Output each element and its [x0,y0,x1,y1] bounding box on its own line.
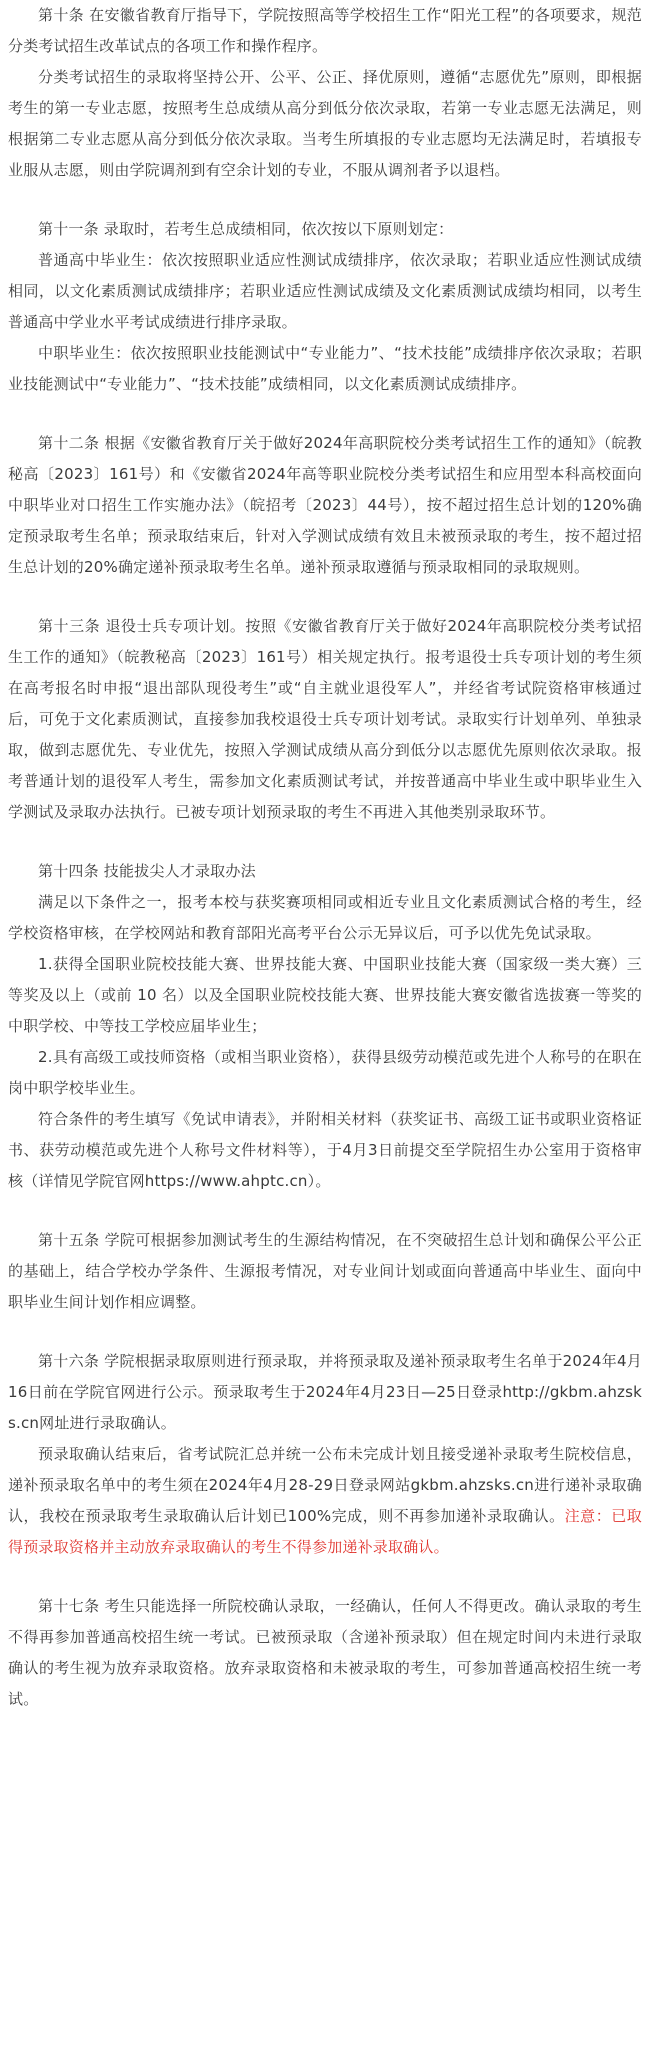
article-14-heading: 第十四条 技能拔尖人才录取办法 [38,862,256,880]
paragraph-gap [8,1563,642,1591]
article-15-paragraph: 第十五条 学院可根据参加测试考生的生源结构情况，在不突破招生总计划和确保公平公正的基础上，结合学校办学条件、生源报考情况，对专业间计划或面向普通高中毕业生、面向中职毕业生间计划作相应调整。 [8,1231,642,1311]
paragraph-gap [8,400,642,428]
article-16-paragraph-1: 第十六条 学院根据录取原则进行预录取，并将预录取及递补预录取考生名单于2024年4月16日前在学院官网进行公示。预录取考生于2024年4月23日—25日登录http://gkbm.ahzsks.cn网址进行录取确认。 [8,1352,642,1432]
article-16-paragraph-2 [8,1439,642,1563]
article-17-paragraph: 第十七条 考生只能选择一所院校确认录取，一经确认，任何人不得更改。确认录取的考生不得再参加普通高校招生统一考试。已被预录取（含递补预录取）但在规定时间内未进行录取确认的考生视为放弃录取资格。放弃录取资格和未被录取的考生，可参加普通高校招生统一考试。 [8,1597,642,1708]
article-14-application-note: 符合条件的考生填写《免试申请表》，并附相关材料（获奖证书、高级工证书或职业资格证书、获劳动模范或先进个人称号文件材料等），于4月3日前提交至学院招生办公室用于资格审核（详情见学院官网https://www.ahptc.cn）。 [8,1110,642,1190]
article-16-notice: 注意：已取得预录取资格并主动放弃录取确认的考生不得参加递补录取确认。 [8,1507,642,1556]
paragraph-gap [8,583,642,611]
paragraph-gap [8,828,642,856]
article-16-confirmation-text: 预录取确认结束后，省考试院汇总并统一公布未完成计划且接受递补录取考生院校信息，递补预录取名单中的考生须在2024年4月28-29日登录网站gkbm.ahzsks.cn进行递补录取确认，我校在预录取考生录取确认后计划已100%完成，则不再参加递补录取确认。 [8,1445,642,1525]
article-11-highschool-rule: 普通高中毕业生：依次按照职业适应性测试成绩排序，依次录取；若职业适应性测试成绩相同，以文化素质测试成绩排序；若职业适应性测试成绩及文化素质测试成绩均相同，以考生普通高中学业水平考试成绩进行排序录取。 [8,251,642,331]
article-13-paragraph: 第十三条 退役士兵专项计划。按照《安徽省教育厅关于做好2024年高职院校分类考试招生工作的通知》（皖教秘高〔2023〕161号）相关规定执行。报考退役士兵专项计划的考生须在高考报名时申报“退出部队现役考生”或“自主就业退役军人”，并经省考试院资格审核通过后，可免于文化素质测试，直接参加我校退役士兵专项计划考试。录取实行计划单列、单独录取，做到志愿优先、专业优先，按照入学测试成绩从高分到低分以志愿优先原则依次录取。报考普通计划的退役军人考生，需参加文化素质测试考试，并按普通高中毕业生或中职毕业生入学测试及录取办法执行。已被专项计划预录取的考生不再进入其他类别录取环节。 [8,617,642,821]
paragraph-gap [8,186,642,214]
article-10-paragraph-1: 第十条 在安徽省教育厅指导下，学院按照高等学校招生工作“阳光工程”的各项要求，规范分类考试招生改革试点的各项工作和操作程序。 [8,6,642,55]
article-14-condition-2: 2.具有高级工或技师资格（或相当职业资格），获得县级劳动模范或先进个人称号的在职在岗中职学校毕业生。 [8,1048,642,1097]
paragraph-gap [8,1197,642,1225]
article-11-vocational-rule: 中职毕业生：依次按照职业技能测试中“专业能力”、“技术技能”成绩排序依次录取；若职业技能测试中“专业能力”、“技术技能”成绩相同，以文化素质测试成绩排序。 [8,344,642,393]
article-14-condition-1: 1.获得全国职业院校技能大赛、世界技能大赛、中国职业技能大赛（国家级一类大赛）三等奖及以上（或前 10 名）以及全国职业院校技能大赛、世界技能大赛安徽省选拔赛一等奖的中职学校、中等技工学校应届毕业生； [8,955,642,1035]
article-12-paragraph: 第十二条 根据《安徽省教育厅关于做好2024年高职院校分类考试招生工作的通知》（皖教秘高〔2023〕161号）和《安徽省2024年高等职业院校分类考试招生和应用型本科高校面向中职毕业对口招生工作实施办法》（皖招考〔2023〕44号），按不超过招生总计划的120%确定预录取考生名单；预录取结束后，针对入学测试成绩有效且未被预录取的考生，按不超过招生总计划的20%确定递补预录取考生名单。递补预录取遵循与预录取相同的录取规则。 [8,434,642,576]
article-11-heading: 第十一条 录取时，若考生总成绩相同，依次按以下原则划定： [38,220,454,238]
paragraph-gap [8,1318,642,1346]
article-14-conditions-intro: 满足以下条件之一，报考本校与获奖赛项相同或相近专业且文化素质测试合格的考生，经学校资格审核，在学校网站和教育部阳光高考平台公示无异议后，可予以优先免试录取。 [8,893,642,942]
article-10-paragraph-2: 分类考试招生的录取将坚持公开、公平、公正、择优原则，遵循“志愿优先”原则，即根据考生的第一专业志愿，按照考生总成绩从高分到低分依次录取，若第一专业志愿无法满足，则根据第二专业志愿从高分到低分依次录取。当考生所填报的专业志愿均无法满足时，若填报专业服从志愿，则由学院调剂到有空余计划的专业，不服从调剂者予以退档。 [8,68,642,179]
